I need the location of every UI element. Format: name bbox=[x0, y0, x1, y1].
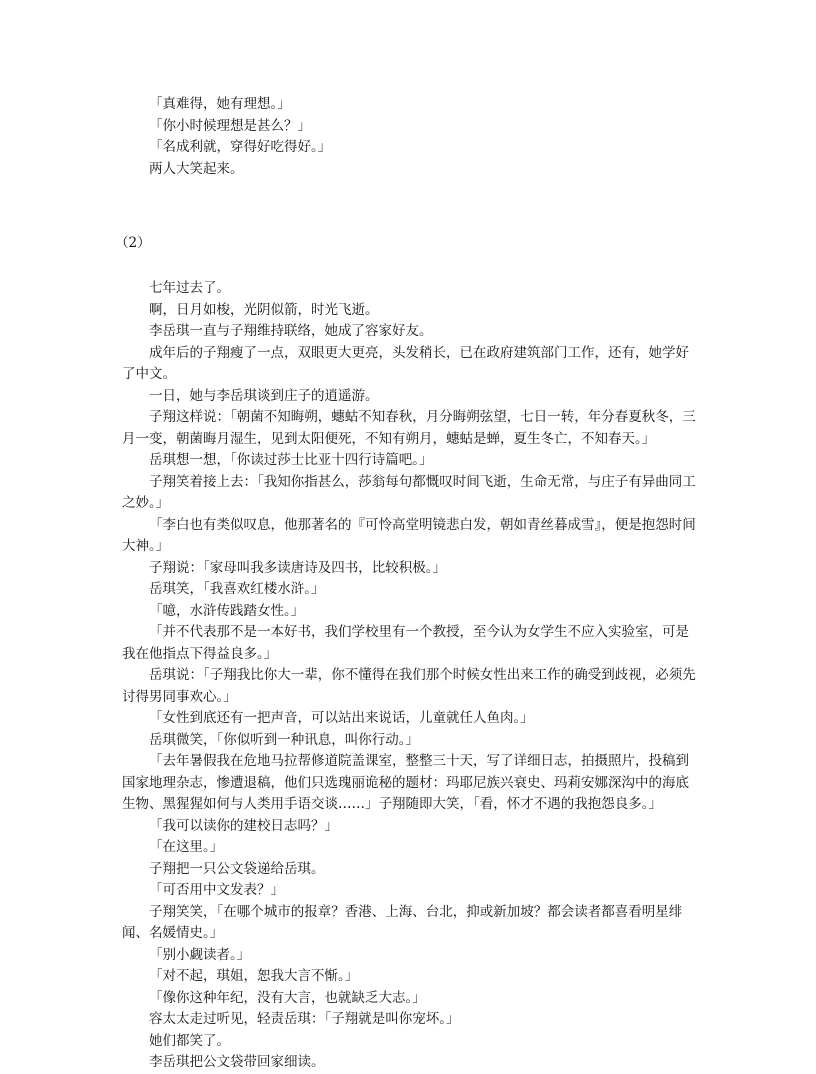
paragraph: 一日，她与李岳琪谈到庄子的逍遥游。 bbox=[149, 387, 379, 404]
paragraph: 容太太走过听见，轻责岳琪：「子翔就是叫你宠坏。」 bbox=[149, 1011, 460, 1027]
paragraph: 岳琪说：「子翔我比你大一辈，你不懂得在我们那个时候女性出来工作的确受到歧视，必须先讨得男同事欢心。」 bbox=[122, 667, 696, 705]
paragraph: 成年后的子翔瘦了一点，双眼更大更亮，头发稍长，已在政府建筑部门工作，还有，她学好了中文。 bbox=[122, 344, 689, 382]
paragraph: 李岳琪一直与子翔维持联络，她成了容家好友。 bbox=[149, 323, 433, 339]
paragraph: 啊，日月如梭，光阴似箭，时光飞逝。 bbox=[149, 301, 379, 318]
paragraph: 子翔笑笑，「在哪个城市的报章？香港、上海、台北，抑或新加坡？都会读者都喜看明星绯闻、名媛情史。」 bbox=[122, 903, 683, 941]
paragraph: 「可否用中文发表？」 bbox=[149, 882, 284, 898]
paragraph: 「我可以读你的建校日志吗？」 bbox=[149, 817, 338, 834]
paragraph: 「去年暑假我在危地马拉帮修道院盖课室，整整三十天，写了详细日志，拍摄照片，投稿到国家地理杂志，惨遭退稿，他们只选瑰丽诡秘的题材：玛耶尼族兴衰史、玛莉安娜深沟中的海底生物、黑猩猩如何与人类用手语交谈……」子翔随即大笑，「看，怀才不遇的我抱怨良多。」 bbox=[122, 753, 689, 812]
paragraph: 子翔笑着接上去：「我知你指甚么，莎翁每句都慨叹时间飞逝，生命无常，与庄子有异曲同工之妙。」 bbox=[122, 473, 696, 511]
paragraph: 「别小觑读者。」 bbox=[149, 946, 251, 963]
paragraph: 「名成利就，穿得好吃得好。」 bbox=[149, 139, 332, 155]
section-heading: （2） bbox=[115, 235, 151, 251]
paragraph: 「女性到底还有一把声音，可以站出来说话，儿童就任人鱼肉。」 bbox=[149, 710, 534, 726]
paragraph: 「你小时候理想是甚么？」 bbox=[149, 117, 311, 134]
paragraph: 「对不起，琪姐，恕我大言不惭。」 bbox=[149, 968, 359, 984]
paragraph: 她们都笑了。 bbox=[149, 1032, 230, 1049]
paragraph: 两人大笑起来。 bbox=[149, 160, 244, 177]
paragraph: 岳琪笑，「我喜欢红楼水浒。」 bbox=[149, 581, 325, 597]
paragraph: 岳琪想一想，「你读过莎士比亚十四行诗篇吧。」 bbox=[149, 452, 433, 468]
chapter-body bbox=[122, 278, 700, 1074]
paragraph: 子翔这样说：「朝菌不知晦朔，蟪蛄不知春秋，月分晦朔弦望，七日一转，年分春夏秋冬，三月一变，朝菌晦月湿生，见到太阳便死，不知有朔月，蟪蛄是蝉，夏生冬亡，不知春天。」 bbox=[122, 409, 696, 447]
opening-dialogue bbox=[122, 94, 702, 180]
paragraph: 子翔说：「家母叫我多读唐诗及四书，比较积极。」 bbox=[149, 559, 446, 576]
paragraph: 岳琪微笑，「你似听到一种讯息，叫你行动。」 bbox=[149, 731, 419, 748]
paragraph: 七年过去了。 bbox=[149, 280, 230, 296]
paragraph: 「并不代表那不是一本好书，我们学校里有一个教授，至今认为女学生不应入实验室，可是我在他指点下得益良多。」 bbox=[122, 624, 689, 662]
paragraph: 子翔把一只公文袋递给岳琪。 bbox=[149, 860, 325, 877]
paragraph: 李岳琪把公文袋带回家细读。 bbox=[149, 1054, 325, 1070]
paragraph: 「在这里。」 bbox=[149, 839, 224, 855]
paragraph: 「噫，水浒传践踏女性。」 bbox=[149, 602, 305, 619]
paragraph: 「李白也有类似叹息，他那著名的『可怜高堂明镜悲白发，朝如青丝暮成雪』，便是抱怨时间大神。」 bbox=[122, 516, 696, 554]
paragraph: 「像你这种年纪，没有大言，也就缺乏大志。」 bbox=[149, 989, 426, 1006]
paragraph: 「真难得，她有理想。」 bbox=[149, 96, 291, 112]
